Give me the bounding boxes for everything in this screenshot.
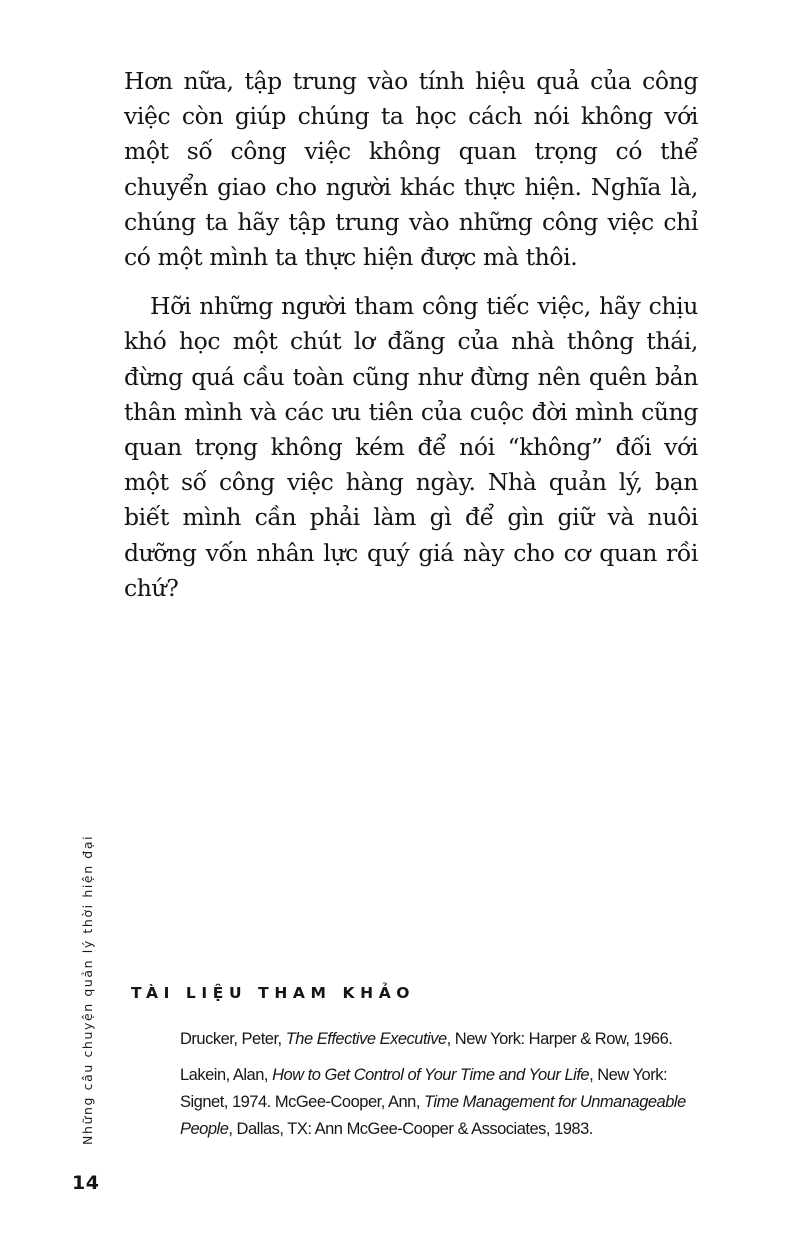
body-text <box>124 64 698 606</box>
paragraph-1: Hơn nữa, tập trung vào tính hiệu quả của công việc còn giúp chúng ta học cách nói không với một số công việc không quan trọng có thể chuyển giao cho người khác thực hiện. Nghĩa là, chúng ta hãy tập trung vào những công việc chỉ có một mình ta thực hiện được mà thôi. <box>124 67 698 272</box>
reference-title: How to Get Control of Your Time and Your Life <box>272 1066 590 1084</box>
reference-title: The Effective Executive <box>285 1030 447 1048</box>
reference-author: Drucker, Peter, <box>180 1030 286 1048</box>
reference-title: Time Management for Unmanageable People <box>180 1093 686 1138</box>
reference-author: Lakein, Alan, <box>180 1066 273 1084</box>
reference-publication: , New York: Signet, 1974. McGee-Cooper, Ann, <box>180 1066 668 1111</box>
references-heading: TÀI LIỆU THAM KHẢO <box>131 984 416 1002</box>
reference-item <box>180 1026 700 1053</box>
references-list <box>180 1026 700 1152</box>
reference-publication: , Dallas, TX: Ann McGee-Cooper & Associates, 1983. <box>228 1120 593 1138</box>
running-book-title: Những câu chuyện quản lý thời hiện đại <box>80 834 95 1145</box>
reference-publication: , New York: Harper & Row, 1966. <box>446 1030 673 1048</box>
page-number: 14 <box>72 1172 100 1194</box>
reference-item <box>180 1062 700 1143</box>
paragraph-2: Hỡi những người tham công tiếc việc, hãy chịu khó học một chút lơ đãng của nhà thông thái, đừng quá cầu toàn cũng như đừng nên quên bản thân mình và các ưu tiên của cuộc đời mình cũng quan trọng không kém để nói “không” đối với một số công việc hàng ngày. Nhà quản lý, bạn biết mình cần phải làm gì để gìn giữ và nuôi dưỡng vốn nhân lực quý giá này cho cơ quan rồi chứ? <box>124 292 698 602</box>
